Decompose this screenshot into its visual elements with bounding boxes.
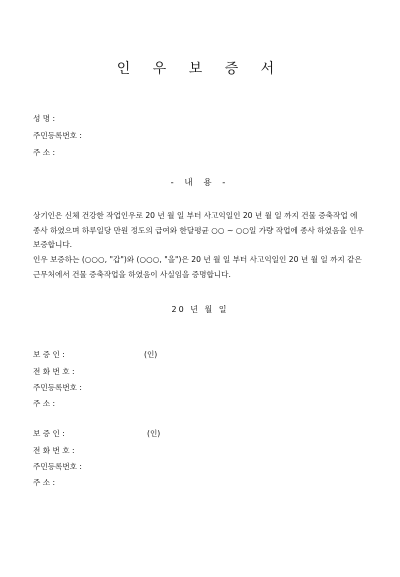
guarantor-2-label: 보 증 인 :: [33, 429, 65, 438]
guarantor-1-seal: (인): [144, 350, 158, 359]
document-title: 인 우 보 증 서: [116, 61, 284, 77]
applicant-name-label: 성 명 :: [33, 114, 56, 123]
guarantor-1-phone-label: 전 화 번 호 :: [33, 367, 75, 376]
guarantor-2-phone-label: 전 화 번 호 :: [33, 446, 75, 455]
section-title: - 내 용 -: [170, 178, 230, 188]
guarantor-1-address-label: 주 소 :: [33, 399, 56, 408]
guarantor-2-seal: (인): [147, 429, 161, 438]
paragraph-2: 인우 보증하는 (○○○, "갑")와 (○○○, "을")은 20 년 월 일 부터 사고익일인 20 년 월 일 까지 같은 근무처에서 건물 증축작업을 하였음이 사실임을 증명합니다.: [33, 255, 362, 279]
guarantor-2-address-label: 주 소 :: [33, 478, 56, 487]
guarantor-1-label: 보 증 인 :: [33, 350, 65, 359]
paragraph-1: 상기인은 신체 건강한 작업인우로 20 년 월 일 부터 사고익일인 20 년 월 일 까지 건물 증축작업 에 종사 하였으며 하루일당 만원 정도의 급여와 한달평균 ○○ ~ ○○일 가량 작업에 종사 하였음을 인우 보증합니다.: [33, 211, 364, 249]
applicant-id-label: 주민등록번호 :: [33, 131, 82, 140]
guarantor-1-id-label: 주민등록번호 :: [33, 383, 82, 392]
date-line: 20 년 월 일: [171, 305, 229, 314]
guarantor-2-id-label: 주민등록번호 :: [33, 462, 82, 471]
applicant-address-label: 주 소 :: [33, 148, 56, 157]
